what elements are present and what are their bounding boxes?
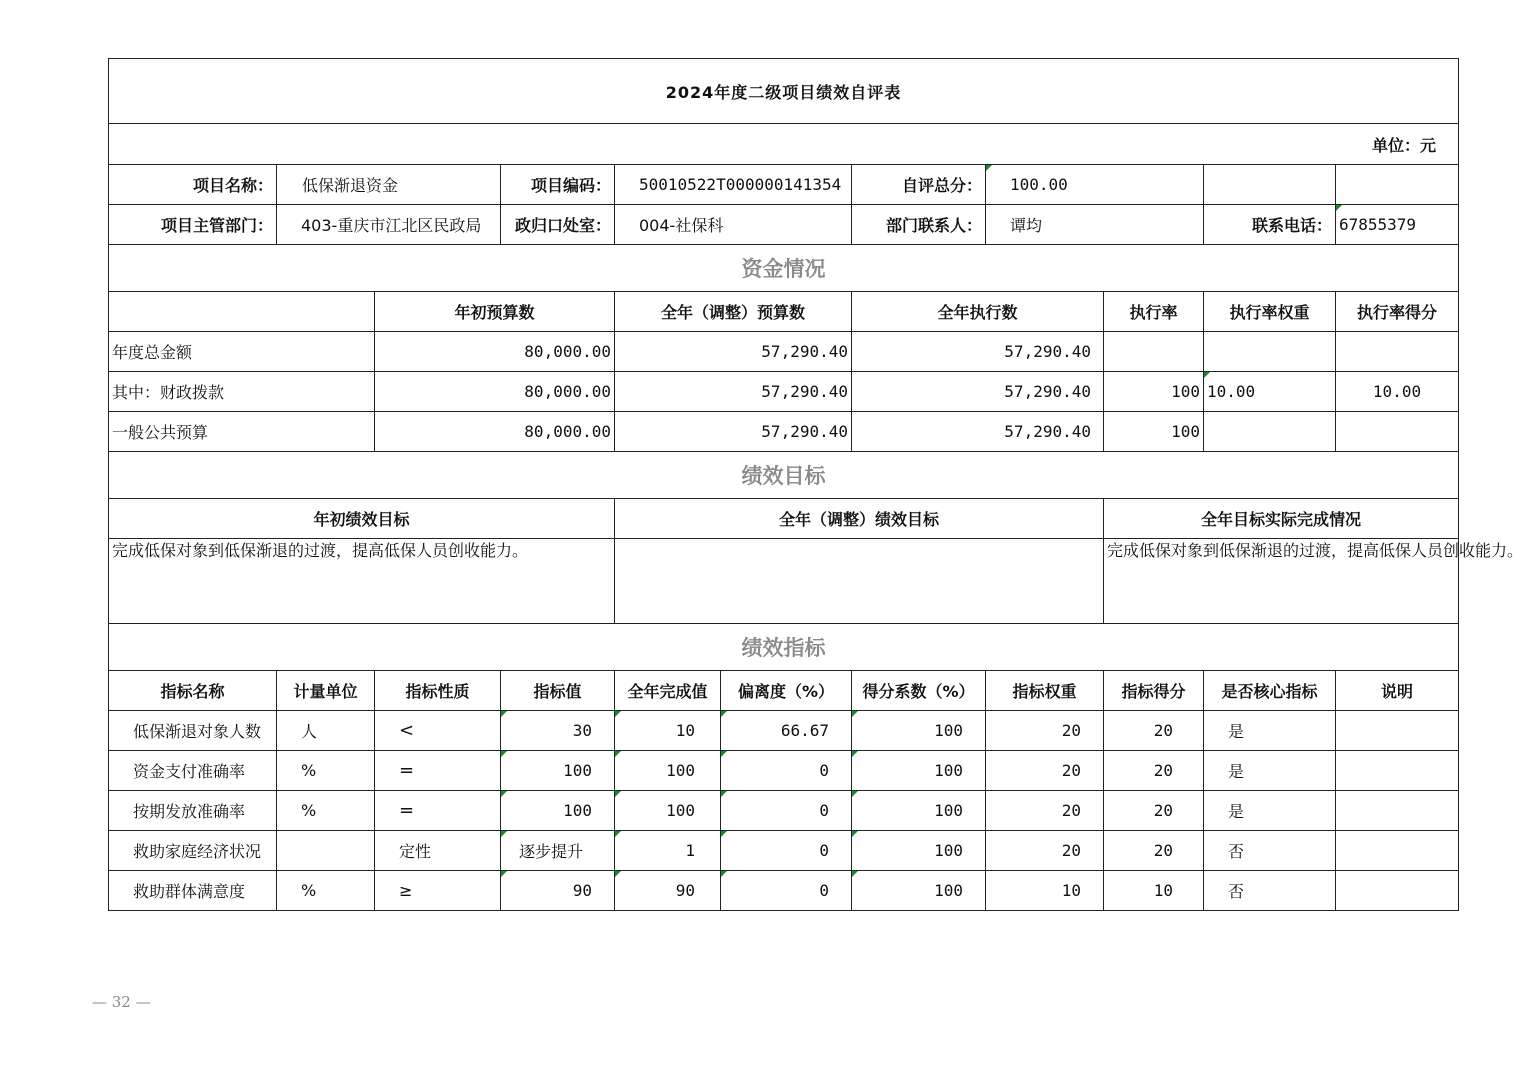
funds-cell: 10.00 [1204,372,1336,412]
indicator-cell: 人 [277,711,375,751]
indicators-header: 指标值 [501,671,615,711]
goals-header: 全年（调整）绩效目标 [615,499,1104,539]
indicator-cell: 90 [615,871,721,911]
indicator-cell: 资金支付准确率 [109,751,277,791]
indicator-cell: 是 [1204,711,1336,751]
empty-cell [1336,165,1459,205]
indicator-cell [1336,831,1459,871]
indicator-cell: 100 [852,791,986,831]
indicator-cell: 30 [501,711,615,751]
indicator-cell: 0 [721,751,852,791]
contact-value: 谭均 [986,205,1204,245]
indicator-cell: 按期发放准确率 [109,791,277,831]
funds-header: 执行率得分 [1336,292,1459,332]
indicator-cell: 是 [1204,791,1336,831]
indicator-cell: 100 [501,751,615,791]
funds-header: 执行率 [1104,292,1204,332]
indicator-row [109,791,1459,831]
funds-section-title: 资金情况 [109,245,1459,292]
funds-cell: 57,290.40 [615,412,852,452]
indicator-cell: 定性 [375,831,501,871]
indicators-header: 指标得分 [1104,671,1204,711]
indicator-cell [1336,711,1459,751]
indicator-row [109,751,1459,791]
funds-row [109,412,1459,452]
phone-label: 联系电话： [1204,205,1336,245]
indicator-cell: 20 [986,711,1104,751]
indicator-cell: % [277,791,375,831]
funds-cell: 57,290.40 [852,332,1104,372]
phone-value: 67855379 [1336,205,1459,245]
indicator-cell: 否 [1204,831,1336,871]
indicator-cell [1336,751,1459,791]
indicator-cell: 20 [986,751,1104,791]
indicator-cell: 100 [615,751,721,791]
funds-cell [1336,412,1459,452]
goals-header-row [109,499,1459,539]
goals-header: 年初绩效目标 [109,499,615,539]
indicator-cell: 20 [1104,751,1204,791]
funds-header: 全年执行数 [852,292,1104,332]
indicator-cell: 1 [615,831,721,871]
indicator-cell: = [375,751,501,791]
indicator-cell: 10 [986,871,1104,911]
department-label: 项目主管部门： [109,205,277,245]
funds-cell: 57,290.40 [615,372,852,412]
indicators-body [109,711,1459,911]
indicator-cell: 低保渐退对象人数 [109,711,277,751]
indicator-cell: 100 [852,711,986,751]
indicator-row [109,711,1459,751]
indicator-cell: % [277,751,375,791]
empty-cell [109,292,375,332]
evaluation-form [108,58,1523,924]
unit-label: 单位：元 [109,124,1459,165]
funds-cell: 10.00 [1336,372,1459,412]
indicators-header-row [109,671,1459,711]
funds-cell [1204,412,1336,452]
funds-cell [1104,332,1204,372]
funds-cell [1204,332,1336,372]
funds-cell [1336,332,1459,372]
indicator-cell [1336,791,1459,831]
indicator-cell: 100 [852,831,986,871]
indicator-cell: 66.67 [721,711,852,751]
total-score-label: 自评总分： [852,165,986,205]
project-name-label: 项目名称： [109,165,277,205]
indicator-cell [1336,871,1459,911]
indicator-cell: 20 [986,791,1104,831]
indicator-cell: 100 [852,871,986,911]
funds-row [109,332,1459,372]
indicator-cell: 20 [986,831,1104,871]
funds-row-label: 其中：财政拨款 [109,372,375,412]
goals-row [109,539,1459,624]
indicator-cell: 逐步提升 [501,831,615,871]
project-name-value: 低保渐退资金 [277,165,501,205]
indicator-cell: 10 [615,711,721,751]
indicator-cell: 100 [501,791,615,831]
project-code-label: 项目编码： [501,165,615,205]
actual-completion-text: 完成低保对象到低保渐退的过渡，提高低保人员创收能力。 [1104,539,1459,624]
indicator-cell: 0 [721,831,852,871]
indicator-cell: < [375,711,501,751]
office-value: 004-社保科 [615,205,852,245]
funds-cell: 100 [1104,412,1204,452]
funds-cell: 57,290.40 [615,332,852,372]
initial-goal-text: 完成低保对象到低保渐退的过渡，提高低保人员创收能力。 [109,539,615,624]
indicator-cell: 20 [1104,831,1204,871]
indicator-cell: 20 [1104,791,1204,831]
funds-header: 年初预算数 [375,292,615,332]
indicators-header: 计量单位 [277,671,375,711]
indicators-header: 是否核心指标 [1204,671,1336,711]
funds-cell: 57,290.40 [852,412,1104,452]
indicators-header: 指标名称 [109,671,277,711]
funds-cell: 100 [1104,372,1204,412]
funds-header: 执行率权重 [1204,292,1336,332]
funds-cell: 80,000.00 [375,372,615,412]
indicator-cell: 否 [1204,871,1336,911]
indicators-section-title: 绩效指标 [109,624,1459,671]
office-label: 政归口处室： [501,205,615,245]
goals-section-title: 绩效目标 [109,452,1459,499]
indicators-header: 得分系数（%） [852,671,986,711]
indicator-cell: 90 [501,871,615,911]
indicator-cell: 100 [615,791,721,831]
indicators-header: 指标权重 [986,671,1104,711]
indicator-row [109,831,1459,871]
goals-header: 全年目标实际完成情况 [1104,499,1459,539]
page-number: — 32 — [92,993,151,1011]
indicators-header: 指标性质 [375,671,501,711]
empty-cell [1204,165,1336,205]
indicator-cell: 是 [1204,751,1336,791]
funds-header: 全年（调整）预算数 [615,292,852,332]
indicator-cell: 救助家庭经济状况 [109,831,277,871]
project-code-value: 50010522T000000141354 [615,165,852,205]
funds-cell: 80,000.00 [375,332,615,372]
funds-cell: 57,290.40 [852,372,1104,412]
indicators-header: 偏离度（%） [721,671,852,711]
funds-row-label: 年度总金额 [109,332,375,372]
funds-cell: 80,000.00 [375,412,615,452]
funds-row-label: 一般公共预算 [109,412,375,452]
indicator-row [109,871,1459,911]
indicator-cell: 0 [721,871,852,911]
info-row-1 [109,165,1459,205]
indicator-cell: 10 [1104,871,1204,911]
indicator-cell: ≥ [375,871,501,911]
indicator-cell: 20 [1104,711,1204,751]
form-table [108,58,1523,911]
form-title: 2024年度二级项目绩效自评表 [109,59,1459,124]
indicators-header: 说明 [1336,671,1459,711]
info-row-2 [109,205,1459,245]
total-score-value: 100.00 [986,165,1204,205]
contact-label: 部门联系人： [852,205,986,245]
indicator-cell [277,831,375,871]
adjusted-goal-text [615,539,1104,624]
indicators-header: 全年完成值 [615,671,721,711]
indicator-cell: = [375,791,501,831]
indicator-cell: 100 [852,751,986,791]
funds-header-row [109,292,1459,332]
indicator-cell: 救助群体满意度 [109,871,277,911]
indicator-cell: 0 [721,791,852,831]
funds-row [109,372,1459,412]
department-value: 403-重庆市江北区民政局 [277,205,501,245]
indicator-cell: % [277,871,375,911]
